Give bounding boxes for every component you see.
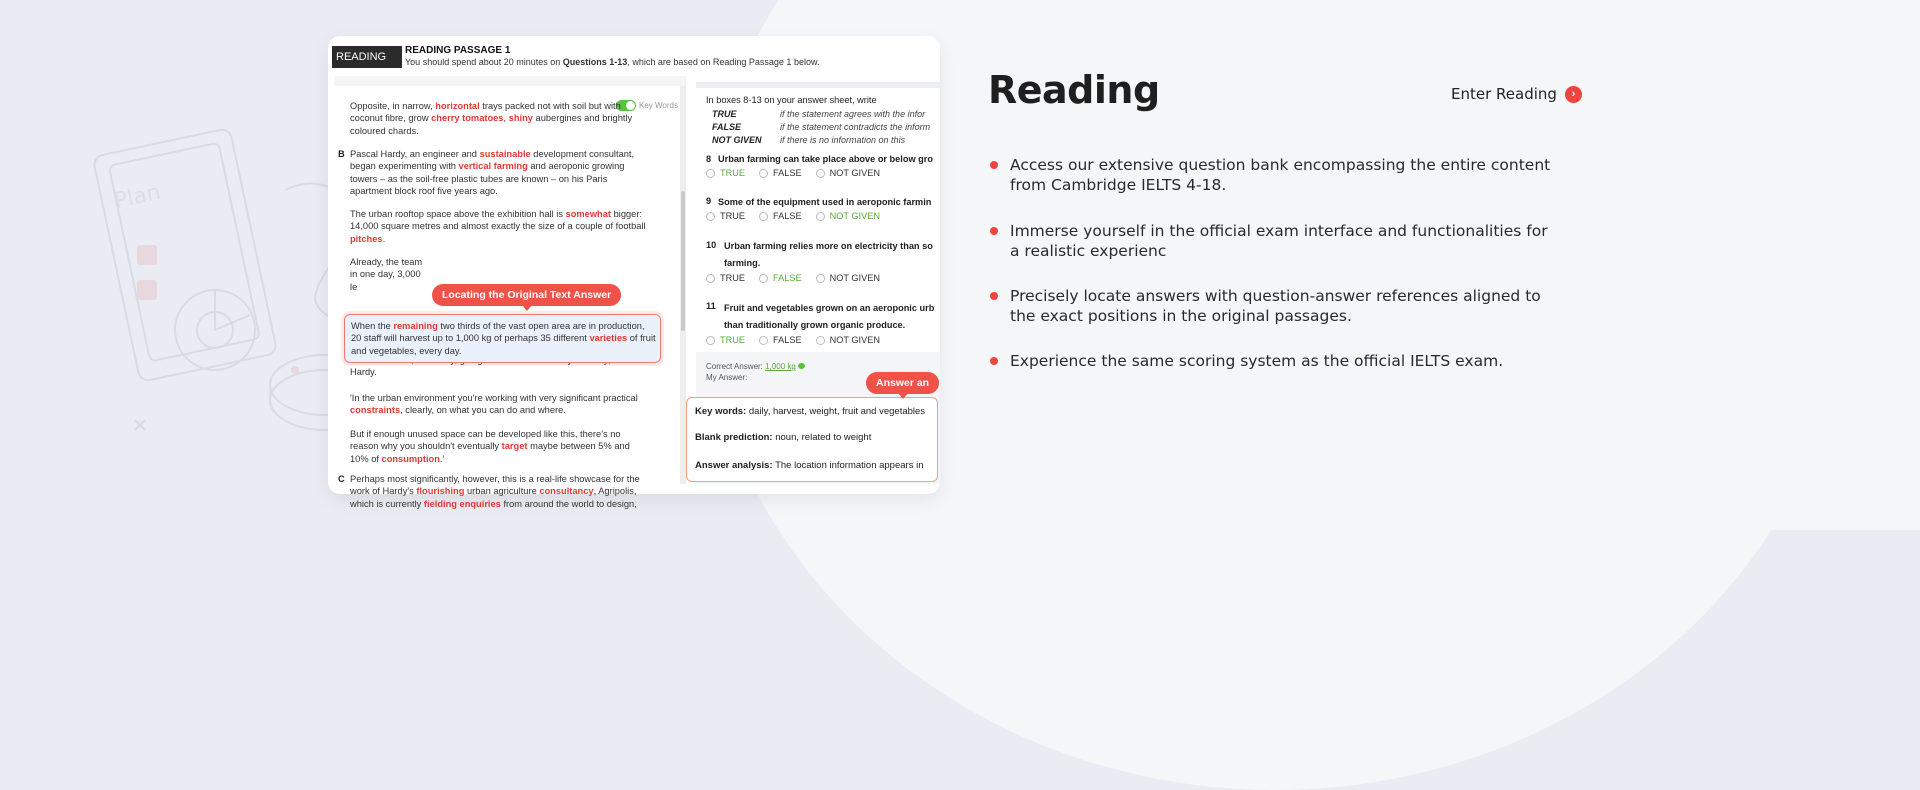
scrollbar-thumb[interactable]: [681, 191, 685, 331]
passage-pane: [334, 76, 686, 509]
enter-reading-label[interactable]: Enter Reading: [1451, 85, 1557, 103]
question-number: 10: [706, 240, 717, 250]
paragraph: Already, the team in one day, 3,000 le: [350, 257, 423, 292]
key-words-line: Key words: daily, harvest, weight, fruit and vegetables: [695, 406, 926, 417]
option-not-given[interactable]: NOT GIVEN: [816, 273, 880, 283]
radio-icon[interactable]: [816, 169, 825, 178]
my-answer: My Answer:: [706, 373, 748, 382]
paragraph: C Perhaps most significantly, however, this is a real-life showcase for the work of Hardy's flourishing urban agriculture consultancy, Agripolis, which is currently fielding enquiries from around the world to design,: [338, 474, 640, 509]
passage-title: READING PASSAGE 1: [405, 45, 511, 56]
bullet-dot: [990, 357, 998, 365]
bullet-dot: [990, 227, 998, 235]
legend-key: FALSE: [712, 122, 742, 132]
question-options: [706, 168, 880, 178]
feature-item: Access our extensive question bank encompassing the entire content from Cambridge IELTS 4-18.: [990, 155, 1560, 195]
option-false[interactable]: FALSE: [759, 273, 802, 283]
option-not-given[interactable]: NOT GIVEN: [816, 168, 880, 178]
paragraph: The urban rooftop space above the exhibition hall is somewhat bigger: 14,000 square metres and almost exactly the size of a couple of football pitches.: [350, 209, 646, 244]
reading-tag: READING: [332, 46, 402, 68]
option-false[interactable]: FALSE: [759, 168, 802, 178]
paragraph: But if enough unused space can be developed like this, there's no reason why you shouldn't eventually target maybe between 5% and 10% of consumption.': [350, 429, 630, 464]
feature-item: Immerse yourself in the official exam interface and functionalities for a realistic experienc: [990, 221, 1560, 261]
radio-icon[interactable]: [759, 336, 768, 345]
blank-prediction-line: Blank prediction: noun, related to weight: [695, 432, 872, 443]
paragraph: B Pascal Hardy, an engineer and sustainable development consultant, began experimenting with vertical farming and aeroponic growing towers – as the soil-free plastic tubes are known – on his Paris apartment block roof five years ago.: [338, 149, 635, 196]
radio-icon[interactable]: [706, 169, 715, 178]
answer-analysis-line: Answer analysis: The location information appears in: [695, 460, 924, 471]
highlighted-paragraph: When the remaining two thirds of the vast open area are in production, 20 staff will harvest up to 1,000 kg of perhaps 35 different varieties of fruit and vegetables, every day.: [351, 321, 656, 356]
legend-def: if there is no information on this: [780, 135, 906, 145]
located-answer-highlight: [344, 314, 661, 363]
legend-def: if the statement agrees with the infor: [780, 109, 926, 119]
enter-reading-link[interactable]: [1451, 85, 1582, 103]
question-text-cont: than traditionally grown organic produce.: [724, 320, 906, 330]
option-true[interactable]: TRUE: [706, 211, 745, 221]
option-true[interactable]: TRUE: [706, 168, 745, 178]
paragraph: Opposite, in narrow, horizontal trays packed not with soil but with coconut fibre, grow cherry tomatoes, shiny aubergines and brightly coloured chards.: [350, 101, 633, 136]
question-text-cont: farming.: [724, 258, 761, 268]
answer-analysis-box: [686, 397, 938, 482]
legend-key: NOT GIVEN: [712, 135, 762, 145]
question-text: Some of the equipment used in aeroponic farmin: [718, 197, 932, 207]
question-options: [706, 211, 880, 221]
option-true[interactable]: TRUE: [706, 273, 745, 283]
feature-item: Experience the same scoring system as the official IELTS exam.: [990, 351, 1560, 371]
correct-answer: Correct Answer: 1,000 kg: [706, 362, 805, 371]
radio-icon[interactable]: [759, 274, 768, 283]
passage-header: [328, 36, 940, 76]
chevron-right-icon[interactable]: ›: [1565, 86, 1582, 103]
option-false[interactable]: FALSE: [759, 211, 802, 221]
legend-key: TRUE: [712, 109, 737, 119]
question-number: 9: [706, 196, 712, 206]
question-options: [706, 273, 880, 283]
section-title: Reading: [988, 68, 1160, 112]
radio-icon[interactable]: [759, 212, 768, 221]
answer-analysis-bubble: Answer an: [866, 372, 939, 394]
legend-def: if the statement contradicts the inform: [780, 122, 931, 132]
locating-answer-bubble: Locating the Original Text Answer: [432, 284, 621, 306]
paragraph: 'In the urban environment you're working with very significant practical constraints, clearly, on what you can do and where.: [350, 393, 638, 416]
option-not-given[interactable]: NOT GIVEN: [816, 211, 880, 221]
radio-icon[interactable]: [706, 336, 715, 345]
question-number: 8: [706, 154, 712, 164]
question-text: Urban farming can take place above or below gro: [718, 154, 933, 164]
bullet-dot: [990, 161, 998, 169]
question-text: Fruit and vegetables grown on an aeroponic urb: [724, 303, 935, 313]
paragraph: Hardy.: [350, 367, 377, 378]
questions-pane: [696, 82, 940, 484]
radio-icon[interactable]: [706, 212, 715, 221]
key-words-label: Key Words: [639, 101, 678, 110]
feature-item: Precisely locate answers with question-answer references aligned to the exact positions in the original passages.: [990, 286, 1560, 326]
background-panel: [1270, 0, 1920, 530]
question-number: 11: [706, 301, 716, 311]
option-false[interactable]: FALSE: [759, 335, 802, 345]
passage-instruction: You should spend about 20 minutes on Questions 1-13, which are based on Reading Passage 1 below.: [405, 57, 820, 67]
question-text: Urban farming relies more on electricity than so: [724, 241, 933, 251]
radio-icon[interactable]: [759, 169, 768, 178]
radio-icon[interactable]: [816, 212, 825, 221]
reading-interface-screenshot: [328, 36, 940, 509]
question-options: [706, 335, 880, 345]
svg-text:Plan: Plan: [111, 179, 163, 215]
radio-icon[interactable]: [816, 274, 825, 283]
questions-intro: In boxes 8-13 on your answer sheet, write: [706, 95, 877, 105]
paragraph-letter: C: [338, 474, 345, 484]
option-true[interactable]: TRUE: [706, 335, 745, 345]
bullet-dot: [990, 292, 998, 300]
radio-icon[interactable]: [706, 274, 715, 283]
paragraph-letter: B: [338, 149, 345, 159]
radio-icon[interactable]: [816, 336, 825, 345]
option-not-given[interactable]: NOT GIVEN: [816, 335, 880, 345]
